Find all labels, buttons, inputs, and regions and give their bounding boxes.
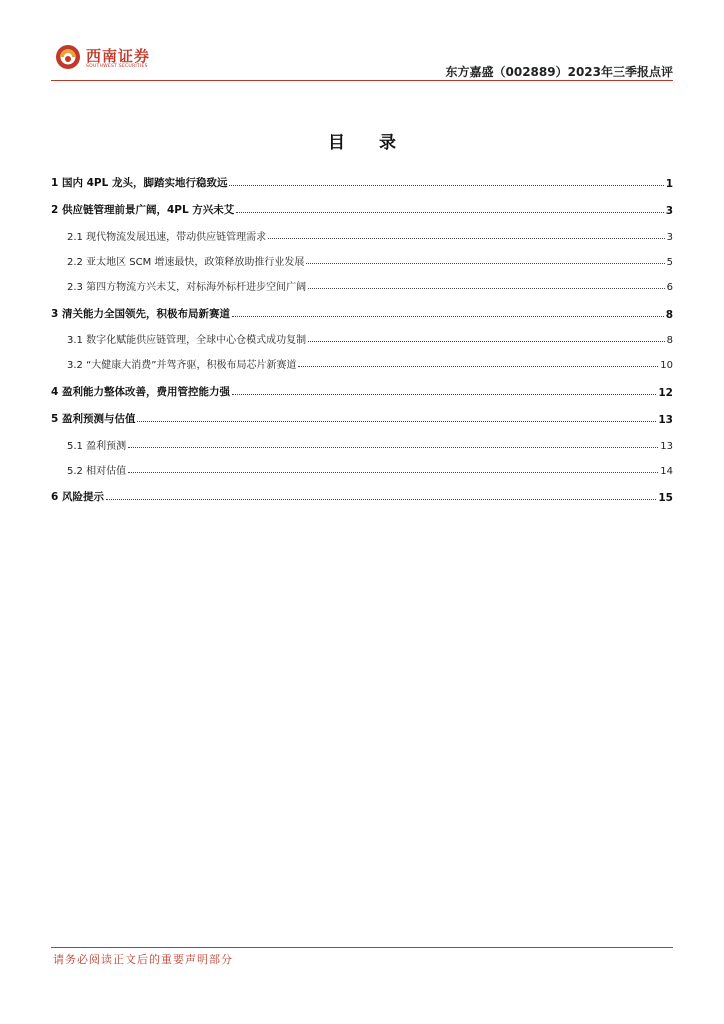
toc-entry-page: 6 — [666, 282, 673, 293]
toc-leader-dots — [128, 447, 658, 448]
toc-entry-page: 3 — [666, 232, 673, 243]
toc-entry-page: 8 — [665, 309, 673, 321]
toc-entry[interactable] — [51, 197, 673, 217]
toc-entry[interactable] — [51, 223, 673, 243]
footer-disclaimer: 请务必阅读正文后的重要声明部分 — [53, 953, 233, 966]
logo-emblem-icon — [55, 44, 81, 70]
toc-entry-text: 3.1 数字化赋能供应链管理，全球中心仓模式成功复制 — [67, 335, 307, 346]
toc-entry-text: 6 风险提示 — [51, 491, 104, 503]
toc-entry-page: 8 — [666, 335, 673, 346]
toc-entry-text: 2.2 亚太地区 SCM 增速最快，政策释放助推行业发展 — [67, 257, 305, 268]
report-title: 东方嘉盛（002889）2023年三季报点评 — [445, 65, 673, 79]
toc-leader-dots — [137, 421, 656, 422]
toc-title: 目 录 — [328, 133, 410, 153]
toc-leader-dots — [308, 341, 665, 342]
toc-entry-page: 1 — [665, 178, 673, 190]
toc-entry[interactable] — [51, 301, 673, 321]
toc-leader-dots — [308, 288, 665, 289]
company-logo — [55, 44, 151, 74]
toc-entry-text: 3 清关能力全国领先，积极布局新赛道 — [51, 308, 230, 320]
toc-leader-dots — [306, 263, 664, 264]
toc-leader-dots — [232, 394, 656, 395]
toc-entry[interactable] — [51, 379, 673, 399]
toc-leader-dots — [128, 472, 658, 473]
header-divider — [51, 80, 673, 81]
toc-entry-text: 5.2 相对估值 — [67, 466, 127, 477]
toc-entry[interactable] — [51, 170, 673, 190]
footer-divider — [51, 947, 673, 948]
toc-entry-page: 3 — [665, 205, 673, 217]
page-header — [0, 0, 724, 82]
toc-entry-page: 10 — [660, 360, 673, 371]
toc-entry[interactable] — [51, 248, 673, 268]
logo-text: 西南证券 — [86, 47, 151, 65]
toc-entry-text: 3.2 “大健康大消费”并驾齐驱，积极布局芯片新赛道 — [67, 360, 297, 371]
toc-entry-text: 1 国内 4PL 龙头，脚踏实地行稳致远 — [51, 177, 228, 189]
toc-entry-text: 2 供应链管理前景广阔，4PL 方兴未艾 — [51, 204, 235, 216]
toc-leader-dots — [232, 316, 664, 317]
toc-entry-page: 13 — [660, 441, 673, 452]
toc-entry[interactable] — [51, 484, 673, 504]
toc-entry[interactable] — [51, 432, 673, 452]
toc-entry[interactable] — [51, 273, 673, 293]
toc-entry-page: 15 — [658, 492, 673, 504]
toc-entry-text: 4 盈利能力整体改善，费用管控能力强 — [51, 386, 230, 398]
toc-leader-dots — [236, 212, 663, 213]
toc-entry[interactable] — [51, 351, 673, 371]
toc-entry-text: 5.1 盈利预测 — [67, 441, 127, 452]
toc-entry-page: 5 — [666, 257, 673, 268]
toc-entry-page: 13 — [658, 414, 673, 426]
toc-entry[interactable] — [51, 326, 673, 346]
toc-leader-dots — [229, 185, 663, 186]
toc-entry-page: 12 — [658, 387, 673, 399]
toc-entry[interactable] — [51, 457, 673, 477]
toc-entry-text: 2.3 第四方物流方兴未艾，对标海外标杆进步空间广阔 — [67, 282, 307, 293]
toc-entry-text: 2.1 现代物流发展迅速，带动供应链管理需求 — [67, 232, 267, 243]
toc-entry-text: 5 盈利预测与估值 — [51, 413, 136, 425]
toc-entry[interactable] — [51, 406, 673, 426]
toc-leader-dots — [106, 499, 656, 500]
toc-entry-page: 14 — [660, 466, 673, 477]
logo-subtext: SOUTHWEST SECURITIES — [86, 64, 148, 69]
toc-leader-dots — [268, 238, 665, 239]
toc-leader-dots — [298, 366, 658, 367]
